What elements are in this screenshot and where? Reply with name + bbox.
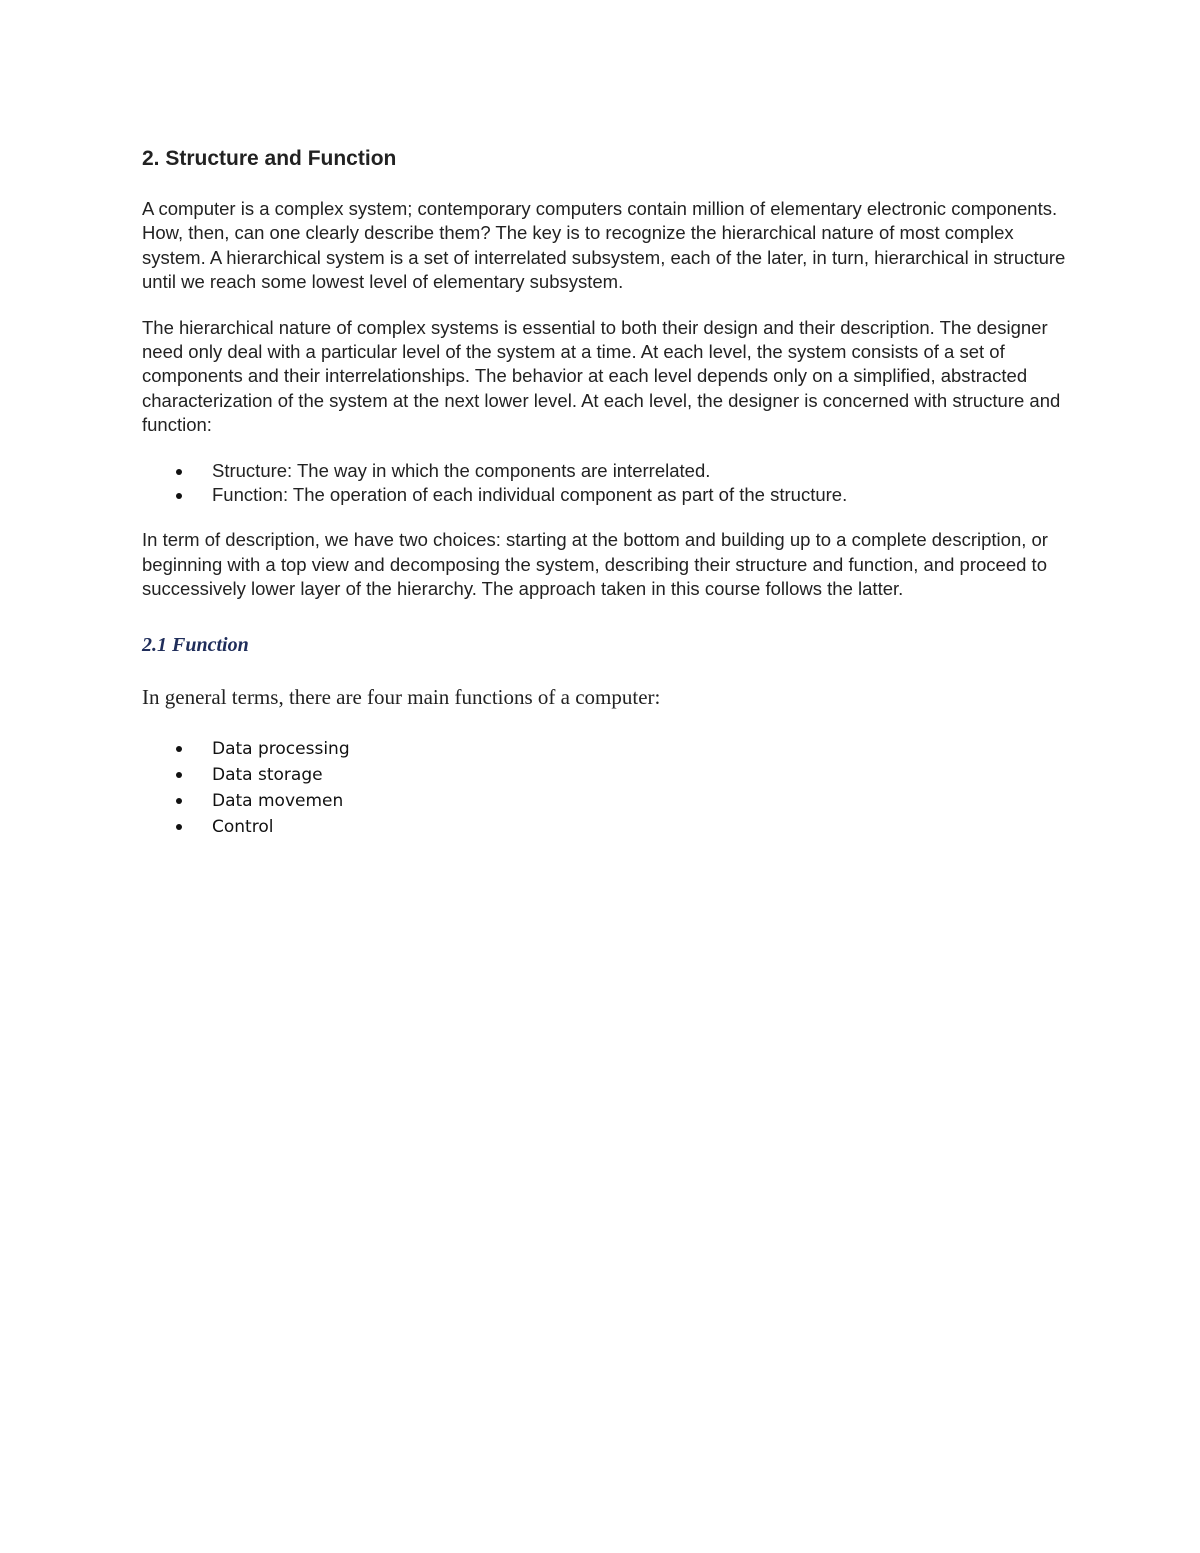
paragraph-intro: A computer is a complex system; contemporary computers contain million of elementary electronic components. How, then, can one clearly describe them? The key is to recognize the hierarchical nature of most complex system. A hierarchical system is a set of interrelated subsystem, each of the later, in turn, hierarchical in structure until we reach some lowest level of elementary subsystem. <box>142 198 1066 293</box>
list-item-text: Data movemen <box>212 790 344 811</box>
list-item-text: Data processing <box>212 738 350 759</box>
document-page <box>142 143 1067 840</box>
functions-intro: In general terms, there are four main functions of a computer: <box>142 684 661 709</box>
list-item <box>142 762 1067 788</box>
subsection-heading: 2.1 Function <box>142 633 249 656</box>
list-item-text: Control <box>212 816 274 837</box>
paragraph-hierarchy: The hierarchical nature of complex systems is essential to both their design and their description. The designer need only deal with a particular level of the system at a time. At each level, the system consists of a set of components and their interrelationships. The behavior at each level depends only on a simplified, abstracted characterization of the system at the next lower level. At each level, the designer is concerned with structure and function: <box>142 316 1061 436</box>
list-item-text: Function: The operation of each individual component as part of the structure. <box>212 484 848 506</box>
list-item <box>142 788 1067 814</box>
list-item <box>142 483 1067 507</box>
bullet-icon <box>176 798 182 804</box>
bullet-icon <box>176 746 182 752</box>
list-item-text: Data storage <box>212 764 323 785</box>
bullet-icon <box>176 824 182 830</box>
functions-list <box>142 736 1067 840</box>
list-item <box>142 736 1067 762</box>
list-item-text: Structure: The way in which the components are interrelated. <box>212 459 711 481</box>
bullet-icon <box>176 493 182 499</box>
bullet-icon <box>176 772 182 778</box>
structure-function-list <box>142 459 1067 508</box>
section-heading: 2. Structure and Function <box>142 147 397 170</box>
bullet-icon <box>176 469 182 475</box>
paragraph-description: In term of description, we have two choices: starting at the bottom and building up to a complete description, or beginning with a top view and decomposing the system, describing their structure and function, and proceed to successively lower layer of the hierarchy. The approach taken in this course follows the latter. <box>142 529 1048 600</box>
list-item <box>142 459 1067 483</box>
list-item <box>142 814 1067 840</box>
